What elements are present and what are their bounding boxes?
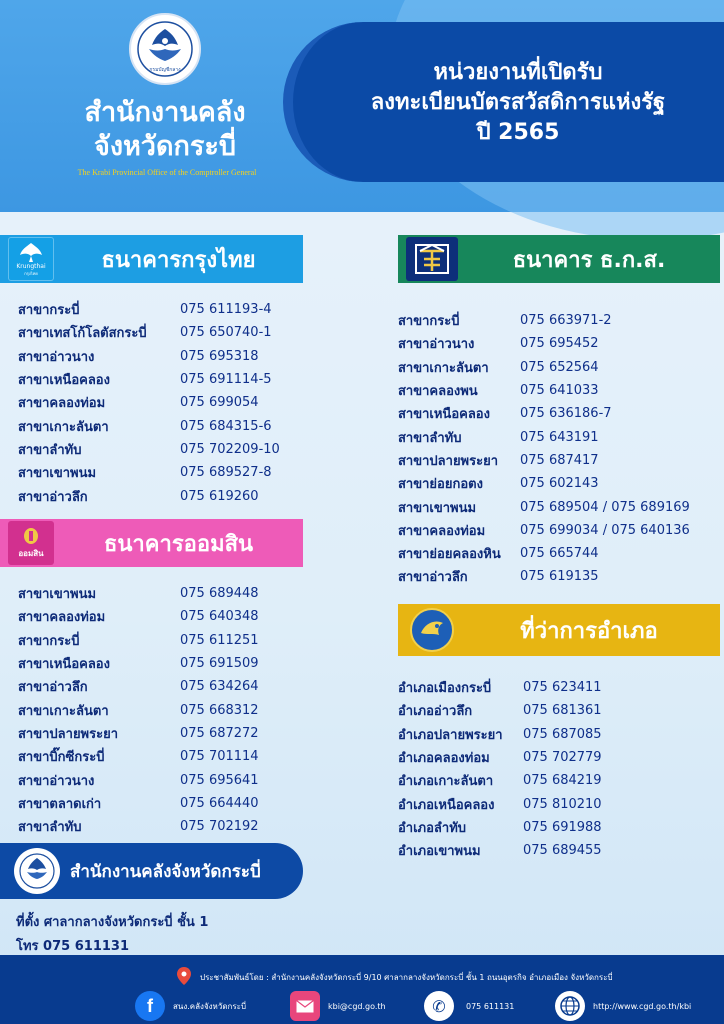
branch-name: สาขากระบี่ [18, 633, 80, 649]
branch-name: อำเภอเหนือคลอง [398, 797, 495, 813]
branch-phone: 075 684219 [523, 773, 602, 789]
seal-caption: กรมบัญชีกลาง [149, 67, 181, 73]
branch-phone: 075 602143 [520, 476, 599, 492]
branch-phone: 075 641033 [520, 383, 599, 399]
branch-name: สาขาอ่าวนาง [398, 337, 475, 353]
gsb-branch-row [18, 815, 259, 838]
cgd-seal-logo [129, 13, 201, 85]
gsb-title: ธนาคารออมสิน [103, 531, 254, 557]
branch-phone: 075 619260 [180, 488, 259, 504]
branch-phone: 075 663971-2 [520, 313, 612, 329]
footer-website[interactable] [555, 991, 691, 1021]
krungthai-bird-icon [18, 241, 44, 263]
baac-branch-row [398, 542, 690, 565]
gsb-branch-row [18, 652, 259, 675]
baac-branch-row [398, 425, 690, 448]
branch-name: สาขาเกาะลันตา [18, 703, 109, 719]
district-office-list [398, 676, 602, 862]
district-office-row [398, 769, 602, 792]
baac-branch-row [398, 356, 690, 379]
ktb-branch-row [18, 368, 280, 391]
branch-name: อำเภอคลองท่อม [398, 751, 490, 767]
branch-phone: 075 691509 [180, 656, 259, 672]
district-office-row [398, 676, 602, 699]
branch-name: สาขาคลองท่อม [18, 610, 106, 626]
ktb-branch-row [18, 321, 280, 344]
branch-phone: 075 640348 [180, 609, 259, 625]
gsb-branch-row [18, 768, 259, 791]
ktb-branch-row [18, 461, 280, 484]
branch-phone: 075 650740-1 [180, 325, 272, 341]
ktb-branch-row [18, 345, 280, 368]
branch-phone: 075 652564 [520, 359, 599, 375]
interior-ministry-logo [406, 606, 458, 654]
branch-phone: 075 702779 [523, 750, 602, 766]
branch-phone: 075 695452 [520, 336, 599, 352]
branch-phone: 075 689527-8 [180, 465, 272, 481]
office-phone: โทร 075 611131 [16, 939, 129, 954]
baac-branch-row [398, 449, 690, 472]
baac-branch-row [398, 379, 690, 402]
location-pin-icon [177, 967, 191, 985]
branch-name: สาขาเขาพนม [398, 500, 477, 516]
branch-name: สาขาเกาะลันตา [18, 419, 109, 435]
office-bar [0, 843, 303, 899]
branch-phone: 075 689448 [180, 586, 259, 602]
krungthai-logo-sub: กรุงไทย [24, 271, 38, 276]
baac-branch-row [398, 495, 690, 518]
branch-phone: 075 611193-4 [180, 302, 272, 318]
branch-phone: 075 701114 [180, 749, 259, 765]
header [0, 0, 724, 212]
footer-facebook[interactable] [135, 991, 246, 1021]
district-header-bar [398, 604, 720, 656]
ktb-header-bar [0, 235, 303, 283]
district-office-row [398, 699, 602, 722]
branch-name: สาขาเทสโก้โลตัสกระบี่ [18, 326, 147, 342]
branch-phone: 075 691114-5 [180, 372, 272, 388]
district-title: ที่ว่าการอำเภอ [520, 618, 658, 644]
branch-name: สาขาเหนือคลอง [18, 373, 110, 389]
footer-facebook-text: สนง.คลังจังหวัดกระบี่ [173, 1001, 247, 1011]
baac-branch-row [398, 565, 690, 588]
branch-name: สาขาลำทับ [18, 442, 82, 458]
interior-seal-icon [409, 607, 455, 653]
branch-phone: 075 643191 [520, 429, 599, 445]
gsb-branch-row [18, 605, 259, 628]
branch-name: สาขาย่อยกอตง [398, 477, 483, 493]
ktb-branch-list [18, 298, 280, 508]
branch-name: สาขาเกาะลันตา [398, 360, 489, 376]
headline-line1: หน่วยงานที่เปิดรับ [433, 60, 603, 85]
baac-branch-list [398, 309, 690, 589]
branch-phone: 075 684315-6 [180, 418, 272, 434]
branch-phone: 075 668312 [180, 702, 259, 718]
www-globe-icon [559, 995, 581, 1017]
branch-name: สาขาอ่าวลึก [18, 680, 88, 696]
branch-name: อำเภอเมืองกระบี่ [398, 681, 492, 697]
gsb-branch-row [18, 745, 259, 768]
footer-contact-line: ประชาสัมพันธ์โดย : สำนักงานคลังจังหวัดกระบี่ 9/10 ศาลากลางจังหวัดกระบี่ ชั้น 1 ถนนอุตรกิจ อำเภอเมือง จังหวัดกระบี่ [200, 973, 613, 982]
baac-branch-row [398, 402, 690, 425]
branch-name: สาขาอ่าวนาง [18, 773, 95, 789]
branch-name: สาขาเหนือคลอง [398, 407, 490, 423]
branch-phone: 075 699054 [180, 395, 259, 411]
baac-title: ธนาคาร ธ.ก.ส. [512, 247, 666, 273]
globe-icon [555, 991, 585, 1021]
branch-name: สาขากระบี่ [18, 303, 80, 319]
envelope-icon [296, 1000, 314, 1013]
gsb-header-bar [0, 519, 303, 567]
footer [0, 955, 724, 1024]
branch-name: สาขาลำทับ [18, 820, 82, 836]
ktb-branch-row [18, 484, 280, 507]
branch-phone: 075 687272 [180, 725, 259, 741]
district-office-row [398, 839, 602, 862]
ktb-branch-row [18, 298, 280, 321]
branch-phone: 075 695318 [180, 348, 259, 364]
branch-name: สาขาเขาพนม [18, 466, 97, 482]
footer-phone[interactable] [424, 991, 514, 1021]
branch-phone: 075 687417 [520, 452, 599, 468]
branch-name: สาขาคลองท่อม [398, 523, 486, 539]
branch-phone: 075 702192 [180, 819, 259, 835]
gsb-emblem-icon [20, 527, 42, 547]
branch-name: สาขาคลองท่อม [18, 396, 106, 412]
headline-line3: ปี 2565 [476, 120, 560, 145]
footer-website-text: http://www.cgd.go.th/kbi [593, 1001, 692, 1011]
branch-phone: 075 702209-10 [180, 441, 280, 457]
baac-header-bar [398, 235, 720, 283]
baac-branch-row [398, 309, 690, 332]
branch-name: อำเภออ่าวลึก [398, 704, 473, 720]
branch-phone: 075 687085 [523, 726, 602, 742]
branch-name: อำเภอเขาพนม [398, 844, 481, 860]
baac-branch-row [398, 472, 690, 495]
ktb-branch-row [18, 438, 280, 461]
baac-branch-row [398, 332, 690, 355]
gsb-logo-text: ออมสิน [18, 548, 44, 558]
branch-phone: 075 695641 [180, 772, 259, 788]
headline-panel [283, 22, 724, 182]
mail-icon [290, 991, 320, 1021]
district-office-row [398, 816, 602, 839]
district-office-row [398, 723, 602, 746]
branch-name: อำเภอลำทับ [398, 820, 467, 836]
gsb-logo [8, 521, 54, 565]
footer-email[interactable] [290, 991, 386, 1021]
krungthai-logo-text: Krungthai [16, 263, 46, 270]
branch-name: สาขาคลองพน [398, 384, 478, 400]
branch-name: สาขาเขาพนม [18, 587, 97, 603]
branch-phone: 075 611251 [180, 632, 259, 648]
district-office-row [398, 746, 602, 769]
branch-name: สาขาย่อยคลองหิน [398, 547, 501, 563]
branch-name: สาขาอ่าวนาง [18, 349, 95, 365]
branch-phone: 075 623411 [523, 680, 602, 696]
office-title-line1: สำนักงานคลัง [84, 97, 246, 128]
branch-name: สาขาบิ๊กซีกระบี่ [18, 750, 105, 766]
gsb-branch-row [18, 722, 259, 745]
branch-phone: 075 689504 / 075 689169 [520, 499, 690, 515]
garuda-seal-icon [18, 852, 56, 890]
gsb-branch-row [18, 629, 259, 652]
district-office-row [398, 792, 602, 815]
branch-phone: 075 691988 [523, 819, 602, 835]
branch-name: อำเภอปลายพระยา [398, 727, 503, 743]
office-seal-logo [14, 848, 60, 894]
office-title-english: The Krabi Provincial Office of the Comptroller General [77, 168, 257, 177]
branch-name: สาขาตลาดเก่า [18, 796, 102, 812]
branch-phone: 075 664440 [180, 795, 259, 811]
branch-phone: 075 636186-7 [520, 406, 612, 422]
branch-phone: 075 634264 [180, 679, 259, 695]
office-address: ที่ตั้ง ศาลากลางจังหวัดกระบี่ ชั้น 1 [16, 915, 209, 930]
headline-line2: ลงทะเบียนบัตรสวัสดิการแห่งรัฐ [370, 90, 666, 115]
phone-icon: ✆ [424, 991, 454, 1021]
branch-name: อำเภอเกาะลันตา [398, 774, 494, 790]
krungthai-logo [8, 237, 54, 281]
branch-name: สาขาเหนือคลอง [18, 657, 110, 673]
branch-phone: 075 681361 [523, 703, 602, 719]
branch-name: สาขาอ่าวลึก [18, 489, 88, 505]
baac-branch-row [398, 519, 690, 542]
footer-email-text: kbi@cgd.go.th [328, 1001, 386, 1011]
baac-logo [406, 237, 458, 281]
branch-phone: 075 699034 / 075 640136 [520, 522, 690, 538]
branch-name: สาขาอ่าวลึก [398, 570, 468, 586]
gsb-branch-row [18, 582, 259, 605]
footer-phone-text: 075 611131 [466, 1001, 515, 1011]
branch-name: สาขากระบี่ [398, 314, 460, 330]
baac-emblem-icon [412, 241, 452, 277]
gsb-branch-row [18, 792, 259, 815]
branch-name: สาขาลำทับ [398, 430, 462, 446]
branch-phone: 075 665744 [520, 546, 599, 562]
ktb-title: ธนาคารกรุงไทย [101, 247, 256, 273]
office-title-line2: จังหวัดกระบี่ [94, 131, 236, 162]
ktb-branch-row [18, 414, 280, 437]
facebook-icon: f [135, 991, 165, 1021]
ktb-branch-row [18, 391, 280, 414]
branch-phone: 075 619135 [520, 569, 599, 585]
office-bar-title: สำนักงานคลังจังหวัดกระบี่ [70, 861, 261, 882]
gsb-branch-list [18, 582, 259, 838]
gsb-branch-row [18, 675, 259, 698]
branch-phone: 075 689455 [523, 843, 602, 859]
branch-name: สาขาปลายพระยา [398, 453, 499, 469]
gsb-branch-row [18, 698, 259, 721]
branch-phone: 075 810210 [523, 796, 602, 812]
branch-name: สาขาปลายพระยา [18, 726, 119, 742]
